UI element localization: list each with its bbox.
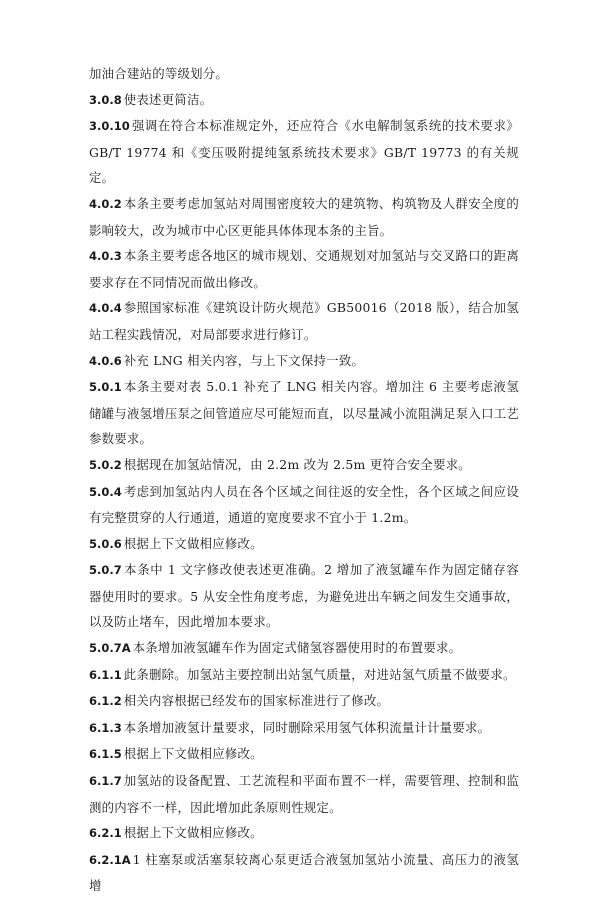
- paragraph-4-0-3: [89, 243, 519, 295]
- paragraph-4-0-2: [89, 191, 519, 243]
- paragraph-3-0-10: [89, 113, 519, 191]
- paragraph-text: 本条主要考虑各地区的城市规划、交通规划对加氢站与交叉路口的距离要求存在不同情况而做出修改。: [89, 248, 519, 290]
- paragraph-text: 考虑到加氢站内人员在各个区域之间往返的安全性，各个区域之间应设有完整贯穿的人行通道，通道的宽度要求不宜小于 1.2m。: [89, 483, 519, 526]
- clause-number: 6.1.5: [89, 747, 122, 762]
- clause-number: 6.1.3: [89, 720, 122, 735]
- paragraph-3-0-8: [89, 87, 519, 114]
- paragraph-text: 本条主要对表 5.0.1 补充了 LNG 相关内容。增加注 6 主要考虑液氢储罐与液氢增压泵之间管道应尽可能短而直，以尽量减小流阻满足泵入口工艺参数要求。: [89, 379, 519, 447]
- paragraph-text: 本条增加液氢罐车作为固定式储氢容器使用时的布置要求。: [132, 640, 462, 656]
- paragraph-5-0-7: [89, 557, 519, 635]
- paragraph-6-2-1: [89, 820, 519, 847]
- clause-number: 5.0.7A: [89, 641, 131, 656]
- clause-number: 4.0.2: [89, 196, 122, 211]
- paragraph-6-1-3: [89, 715, 519, 742]
- paragraph-text: 根据上下文做相应修改。: [123, 746, 263, 762]
- paragraph-5-0-7a: [89, 635, 519, 662]
- paragraph-text: 加氢站的设备配置、工艺流程和平面布置不一样，需要管理、控制和监测的内容不一样，因此增加此条原则性规定。: [89, 773, 519, 815]
- paragraph-4-0-4: [89, 295, 519, 347]
- clause-number: 3.0.10: [89, 119, 130, 134]
- paragraph-5-0-6: [89, 531, 519, 558]
- paragraph-6-2-1a: [89, 847, 519, 899]
- paragraph-text: 本条中 1 文字修改使表述更准确。2 增加了液氢罐车作为固定储存容器使用时的要求。5 从安全性角度考虑，为避免进出车辆之间发生交通事故，以及防止堵车，因此增加本要求。: [89, 562, 519, 630]
- clause-number: 3.0.8: [89, 92, 122, 107]
- paragraph-5-0-1: [89, 374, 519, 452]
- clause-number: 5.0.4: [89, 484, 122, 499]
- clause-number: 4.0.4: [89, 301, 122, 316]
- clause-number: 4.0.3: [89, 249, 122, 264]
- clause-number: 5.0.1: [89, 380, 122, 395]
- paragraph-text: 使表述更简洁。: [123, 91, 213, 107]
- paragraph-5-0-4: [89, 479, 519, 531]
- paragraph-6-1-5: [89, 741, 519, 768]
- paragraph-text: 加油合建站的等级划分。: [89, 66, 229, 81]
- clause-number: 6.1.7: [89, 774, 122, 789]
- paragraph-text: 参照国家标准《建筑设计防火规范》GB50016（2018 版），结合加氢站工程实践情况，对局部要求进行修订。: [89, 300, 519, 342]
- paragraph-text: 本条主要考虑加氢站对周围密度较大的建筑物、构筑物及人群安全度的影响较大，改为城市中心区更能具体体现本条的主旨。: [89, 195, 519, 238]
- paragraph-6-1-7: [89, 768, 519, 820]
- paragraph-continuation: [89, 61, 519, 87]
- paragraph-6-1-2: [89, 688, 519, 715]
- paragraph-4-0-6: [89, 348, 519, 375]
- clause-number: 6.2.1: [89, 826, 122, 841]
- paragraph-text: 补充 LNG 相关内容，与上下文保持一致。: [123, 352, 365, 368]
- document-body: [89, 61, 519, 899]
- paragraph-text: 强调在符合本标准规定外，还应符合《水电解制氢系统的技术要求》GB/T 19774 和《变压吸附提纯氢系统技术要求》GB/T 19773 的有关规定。: [89, 118, 519, 186]
- clause-number: 4.0.6: [89, 353, 122, 368]
- paragraph-text: 本条增加液氢计量要求，同时删除采用氢气体积流量计计量要求。: [123, 719, 491, 735]
- clause-number: 5.0.6: [89, 536, 122, 551]
- paragraph-text: 根据现在加氢站情况，由 2.2m 改为 2.5m 更符合安全要求。: [123, 456, 471, 472]
- clause-number: 6.1.2: [89, 694, 122, 709]
- paragraph-5-0-2: [89, 452, 519, 479]
- paragraph-text: 根据上下文做相应修改。: [123, 825, 263, 841]
- paragraph-6-1-1: [89, 662, 519, 689]
- clause-number: 6.2.1A: [89, 852, 131, 867]
- clause-number: 5.0.2: [89, 457, 122, 472]
- paragraph-text: 1 柱塞泵或活塞泵较离心泵更适合液氢加氢站小流量、高压力的液氢增: [89, 851, 519, 894]
- paragraph-text: 根据上下文做相应修改。: [123, 535, 263, 551]
- clause-number: 5.0.7: [89, 563, 122, 578]
- paragraph-text: 此条删除。加氢站主要控制出站氢气质量，对进站氢气质量不做要求。: [123, 666, 516, 682]
- clause-number: 6.1.1: [89, 667, 122, 682]
- paragraph-text: 相关内容根据已经发布的国家标准进行了修改。: [123, 693, 390, 709]
